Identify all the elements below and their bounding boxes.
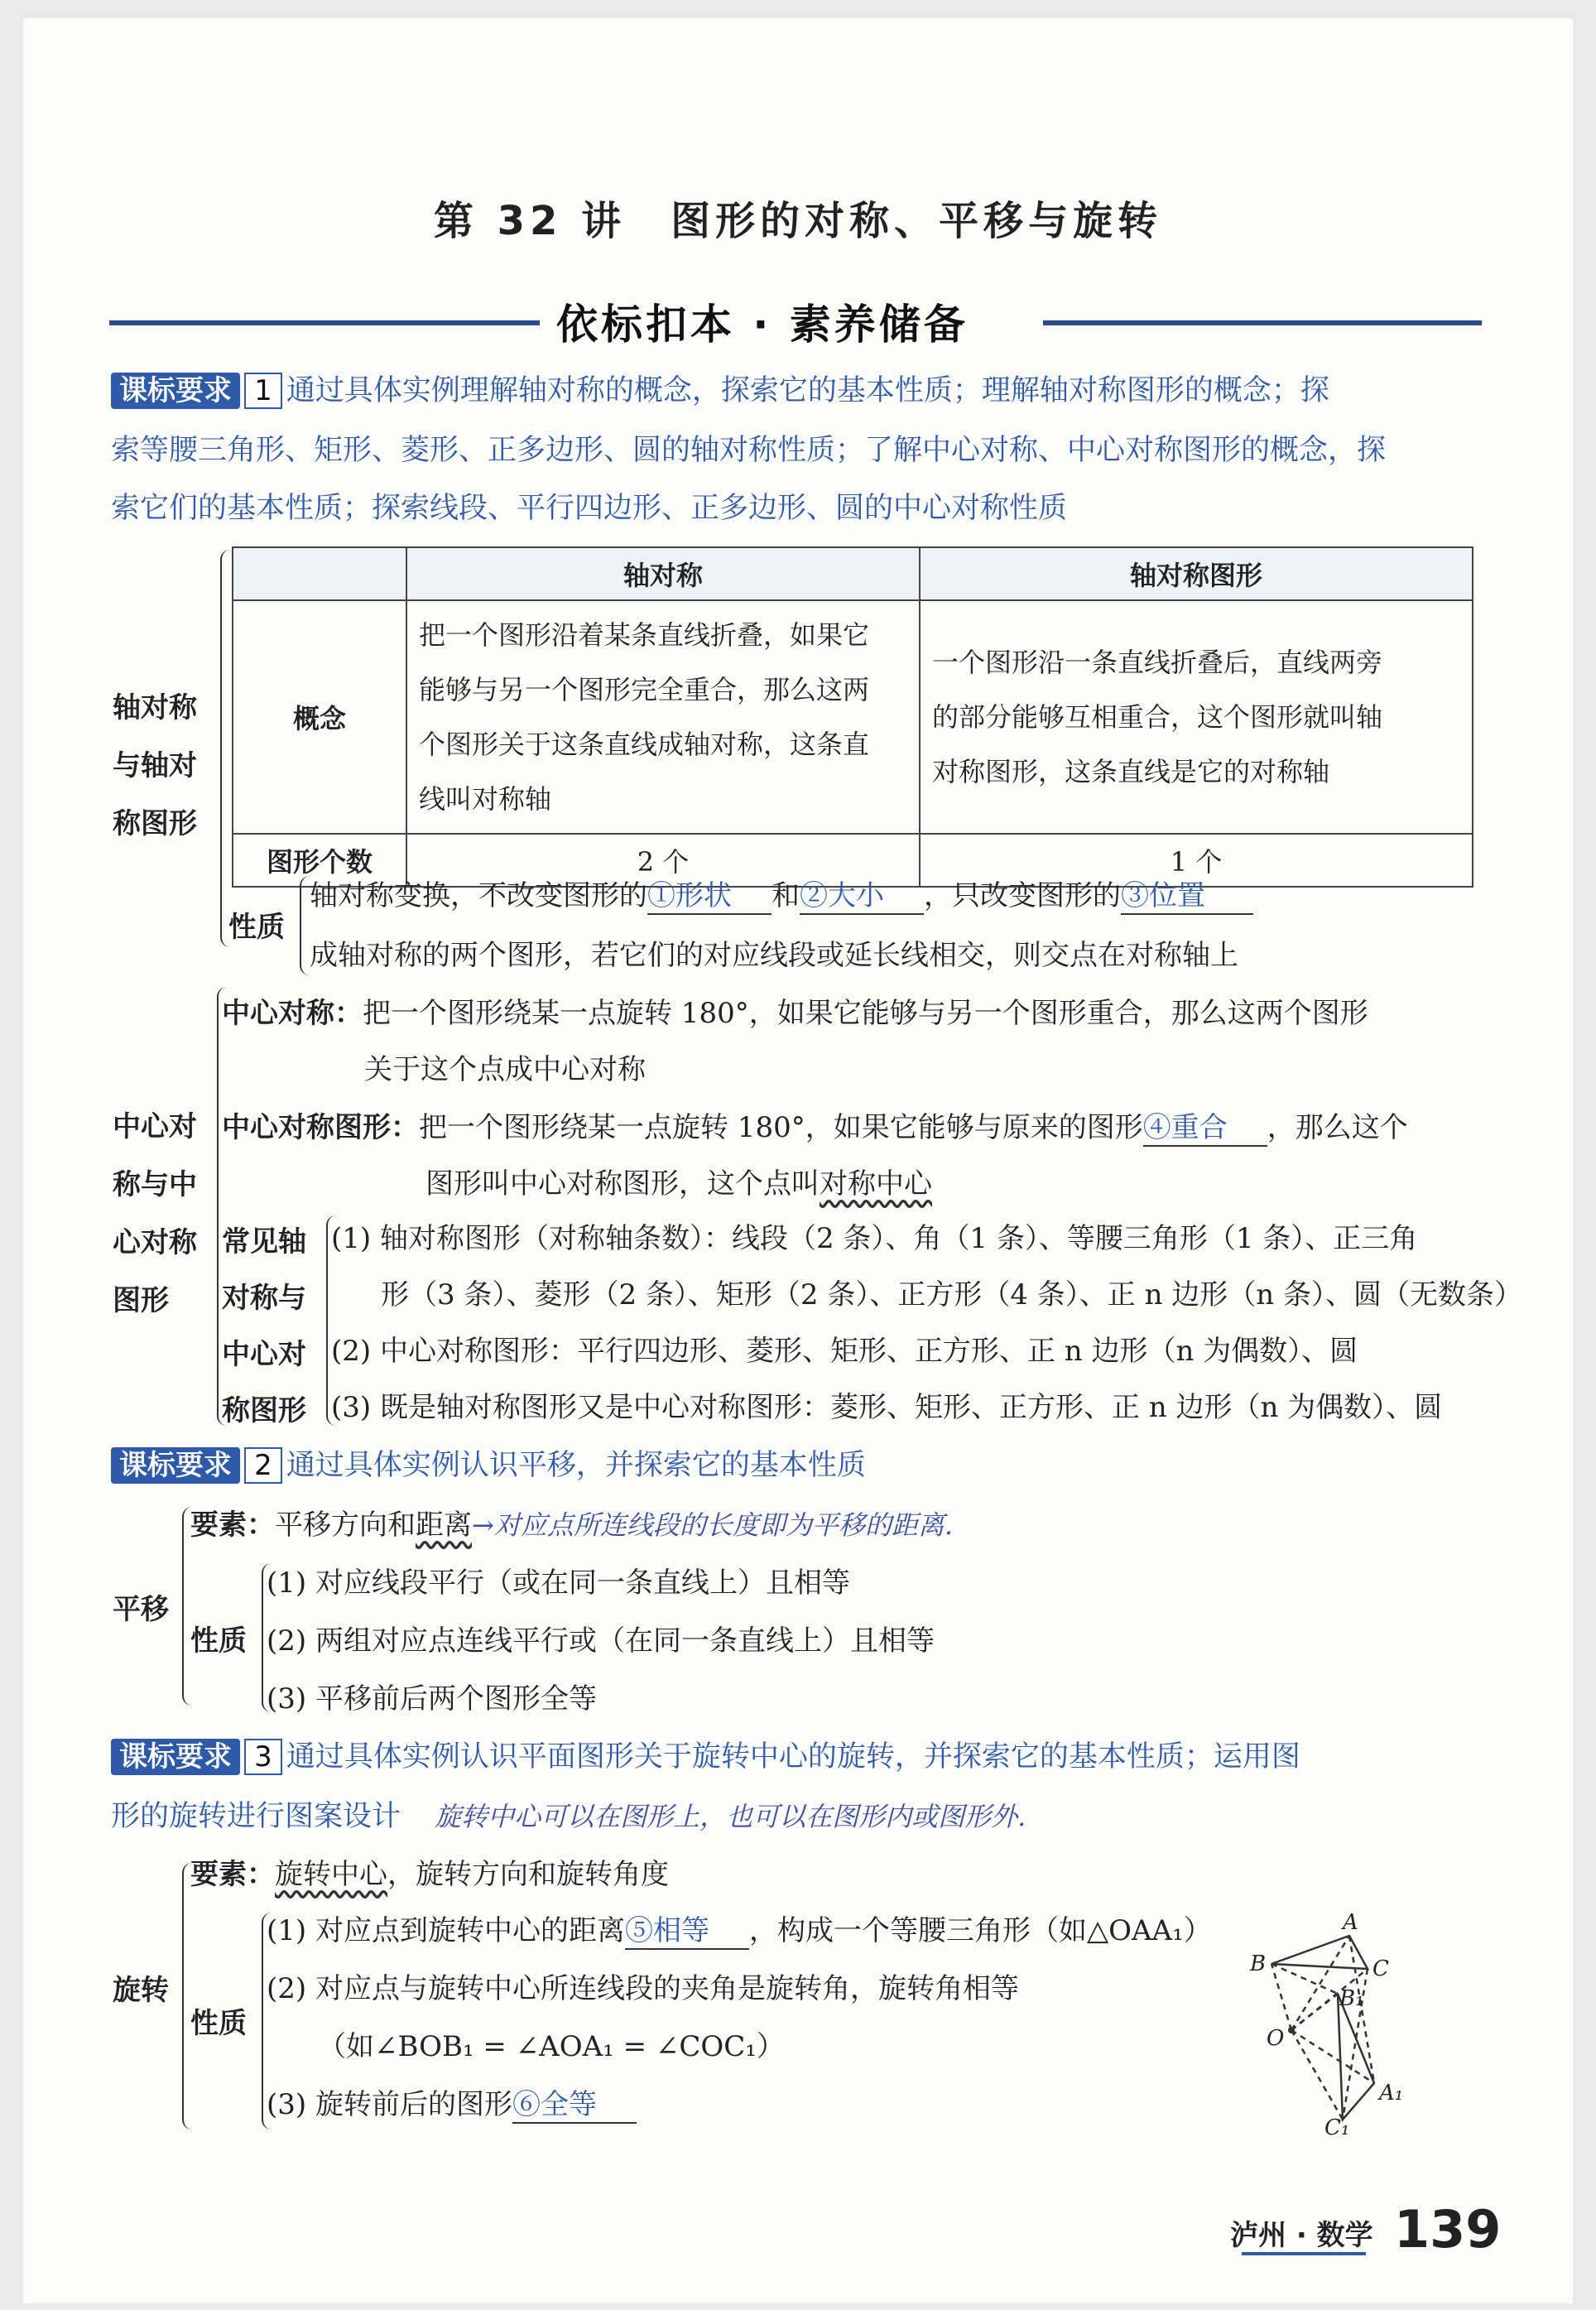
list-item: (3) 旋转前后的图形⑥全等: [267, 2081, 637, 2124]
center-symmetry-label: 中心对 称与中 心对称 图形: [113, 1110, 197, 1317]
property-label: 性质: [228, 911, 285, 944]
list-item: (2) 对应点与旋转中心所连线段的夹角是旋转角，旋转角相等: [267, 1972, 1019, 2005]
banner-rule-right: [1043, 320, 1482, 325]
requirement-tag: 课标要求: [111, 1739, 240, 1775]
common-shapes-label: 常见轴 对称与 中心对 称图形: [222, 1225, 306, 1427]
list-item: (3) 既是轴对称图形又是中心对称图形：菱形、矩形、正方形、正 n 边形（n 为偶数）、圆: [331, 1391, 1443, 1424]
property-line: 成轴对称的两个图形，若它们的对应线段或延长线相交，则交点在对称轴上: [310, 939, 1238, 972]
point-label: A₁: [1379, 2081, 1404, 2105]
brace: [182, 1863, 192, 2130]
answer-blank: ⑤相等: [625, 1908, 749, 1950]
element-line: 要素：平移方向和距离→对应点所连线段的长度即为平移的距离.: [190, 1509, 953, 1542]
requirement-2: [111, 1442, 866, 1484]
definition-line: 关于这个点成中心对称: [364, 1053, 646, 1086]
point-label: B₁: [1339, 1986, 1364, 2011]
footer-region: 泸州 · 数学: [1230, 2219, 1373, 2252]
brace: [300, 876, 310, 975]
footer-rule: [1242, 2252, 1366, 2255]
requirement-text: 索等腰三角形、矩形、菱形、正多边形、圆的轴对称性质；了解中心对称、中心对称图形的概念，探: [111, 434, 1387, 467]
list-item: (2) 中心对称图形：平行四边形、菱形、矩形、正方形、正 n 边形（n 为偶数）、圆: [331, 1335, 1358, 1368]
table-cell: 1 个: [920, 834, 1473, 887]
page-title: 第 32 讲 图形的对称、平移与旋转: [433, 198, 1163, 244]
translation-label: 平移: [113, 1593, 169, 1626]
list-item: (1) 对应线段平行（或在同一条直线上）且相等: [267, 1566, 850, 1600]
definition-line: 图形叫中心对称图形，这个点叫对称中心: [425, 1167, 932, 1201]
requirement-number: 3: [244, 1739, 282, 1775]
point-label: C₁: [1324, 2115, 1350, 2136]
answer-blank: ④重合: [1143, 1104, 1267, 1147]
list-item: (3) 平移前后两个图形全等: [267, 1682, 597, 1716]
section-banner: 依标扣本 · 素养储备: [556, 301, 969, 349]
property-label: 性质: [190, 2007, 247, 2040]
list-item: (1) 轴对称图形（对称轴条数）：线段（2 条）、角（1 条）、等腰三角形（1 条）、正三角: [331, 1222, 1418, 1255]
point-label: C: [1372, 1956, 1389, 1981]
banner-rule-left: [109, 320, 540, 325]
answer-blank: ⑥全等: [512, 2081, 637, 2124]
brace: [220, 550, 230, 947]
list-item: (2) 两组对应点连线平行或（在同一条直线上）且相等: [267, 1624, 935, 1658]
requirement-text: 通过具体实例认识平面图形关于旋转中心的旋转，并探索它的基本性质；运用图: [286, 1740, 1300, 1773]
rotation-label: 旋转: [113, 1974, 169, 2007]
rotation-figure: [1242, 1913, 1440, 2136]
element-line: 要素：旋转中心，旋转方向和旋转角度: [190, 1858, 669, 1891]
answer-blank: ①形状: [647, 873, 772, 915]
triangle-abc: [1272, 1936, 1368, 1969]
requirement-text-line: 形的旋转进行图案设计 旋转中心可以在图形上，也可以在图形内或图形外.: [111, 1800, 1026, 1833]
page-number: 139: [1394, 2199, 1502, 2259]
answer-blank: ②大小: [800, 873, 924, 915]
table-cell: 把一个图形沿着某条直线折叠，如果它 能够与另一个图形完全重合，那么这两 个图形关于这条直线成轴对称，这条直 线叫对称轴: [406, 600, 920, 834]
list-item: （如∠BOB₁ = ∠AOA₁ = ∠COC₁）: [318, 2030, 785, 2063]
requirement-3: [111, 1734, 1300, 1775]
requirement-1: [111, 368, 1329, 409]
requirement-text: 索它们的基本性质；探索线段、平行四边形、正多边形、圆的中心对称性质: [111, 492, 1068, 525]
requirement-tag: 课标要求: [111, 373, 240, 409]
property-label: 性质: [190, 1624, 247, 1658]
table-header: 轴对称图形: [920, 547, 1473, 600]
requirement-number: 1: [244, 373, 282, 409]
table-cell: 一个图形沿一条直线折叠后，直线两旁 的部分能够互相重合，这个图形就叫轴 对称图形，这条直线是它的对称轴: [920, 600, 1473, 834]
handwritten-note: 旋转中心可以在图形上，也可以在图形内或图形外.: [435, 1801, 1026, 1832]
requirement-number: 2: [244, 1447, 282, 1484]
concept-table: [232, 546, 1473, 888]
point-label: O: [1267, 2026, 1285, 2051]
definition-line: 中心对称图形：把一个图形绕某一点旋转 180°，如果它能够与原来的图形④重合 ，那么这个: [222, 1104, 1408, 1147]
table-cell: 2 个: [406, 834, 920, 887]
requirement-text: 通过具体实例认识平移，并探索它的基本性质: [286, 1449, 866, 1482]
answer-blank: ③位置: [1121, 873, 1253, 915]
list-item: 形（3 条）、菱形（2 条）、矩形（2 条）、正方形（4 条）、正 n 边形（n 条）、圆（无数条）: [381, 1278, 1522, 1311]
table-row-header: 图形个数: [233, 834, 406, 887]
point-label: A: [1343, 1913, 1358, 1935]
property-line: 轴对称变换，不改变图形的①形状 和②大小 ，只改变图形的③位置: [310, 873, 1253, 915]
requirement-text: 通过具体实例理解轴对称的概念，探索它的基本性质；理解轴对称图形的概念；探: [286, 374, 1329, 407]
handwritten-note: →对应点所连线段的长度即为平移的距离.: [472, 1509, 953, 1541]
definition-line: 中心对称：把一个图形绕某一点旋转 180°，如果它能够与另一个图形重合，那么这两个图形: [222, 997, 1368, 1030]
requirement-tag: 课标要求: [111, 1447, 240, 1484]
list-item: (1) 对应点到旋转中心的距离⑤相等 ，构成一个等腰三角形（如△OAA₁）: [267, 1908, 1212, 1950]
table-row-header: 概念: [233, 600, 406, 834]
axis-symmetry-label: 轴对称 与轴对 称图形: [113, 691, 197, 840]
table-header: 轴对称: [406, 547, 920, 600]
point-label: B: [1250, 1951, 1267, 1976]
